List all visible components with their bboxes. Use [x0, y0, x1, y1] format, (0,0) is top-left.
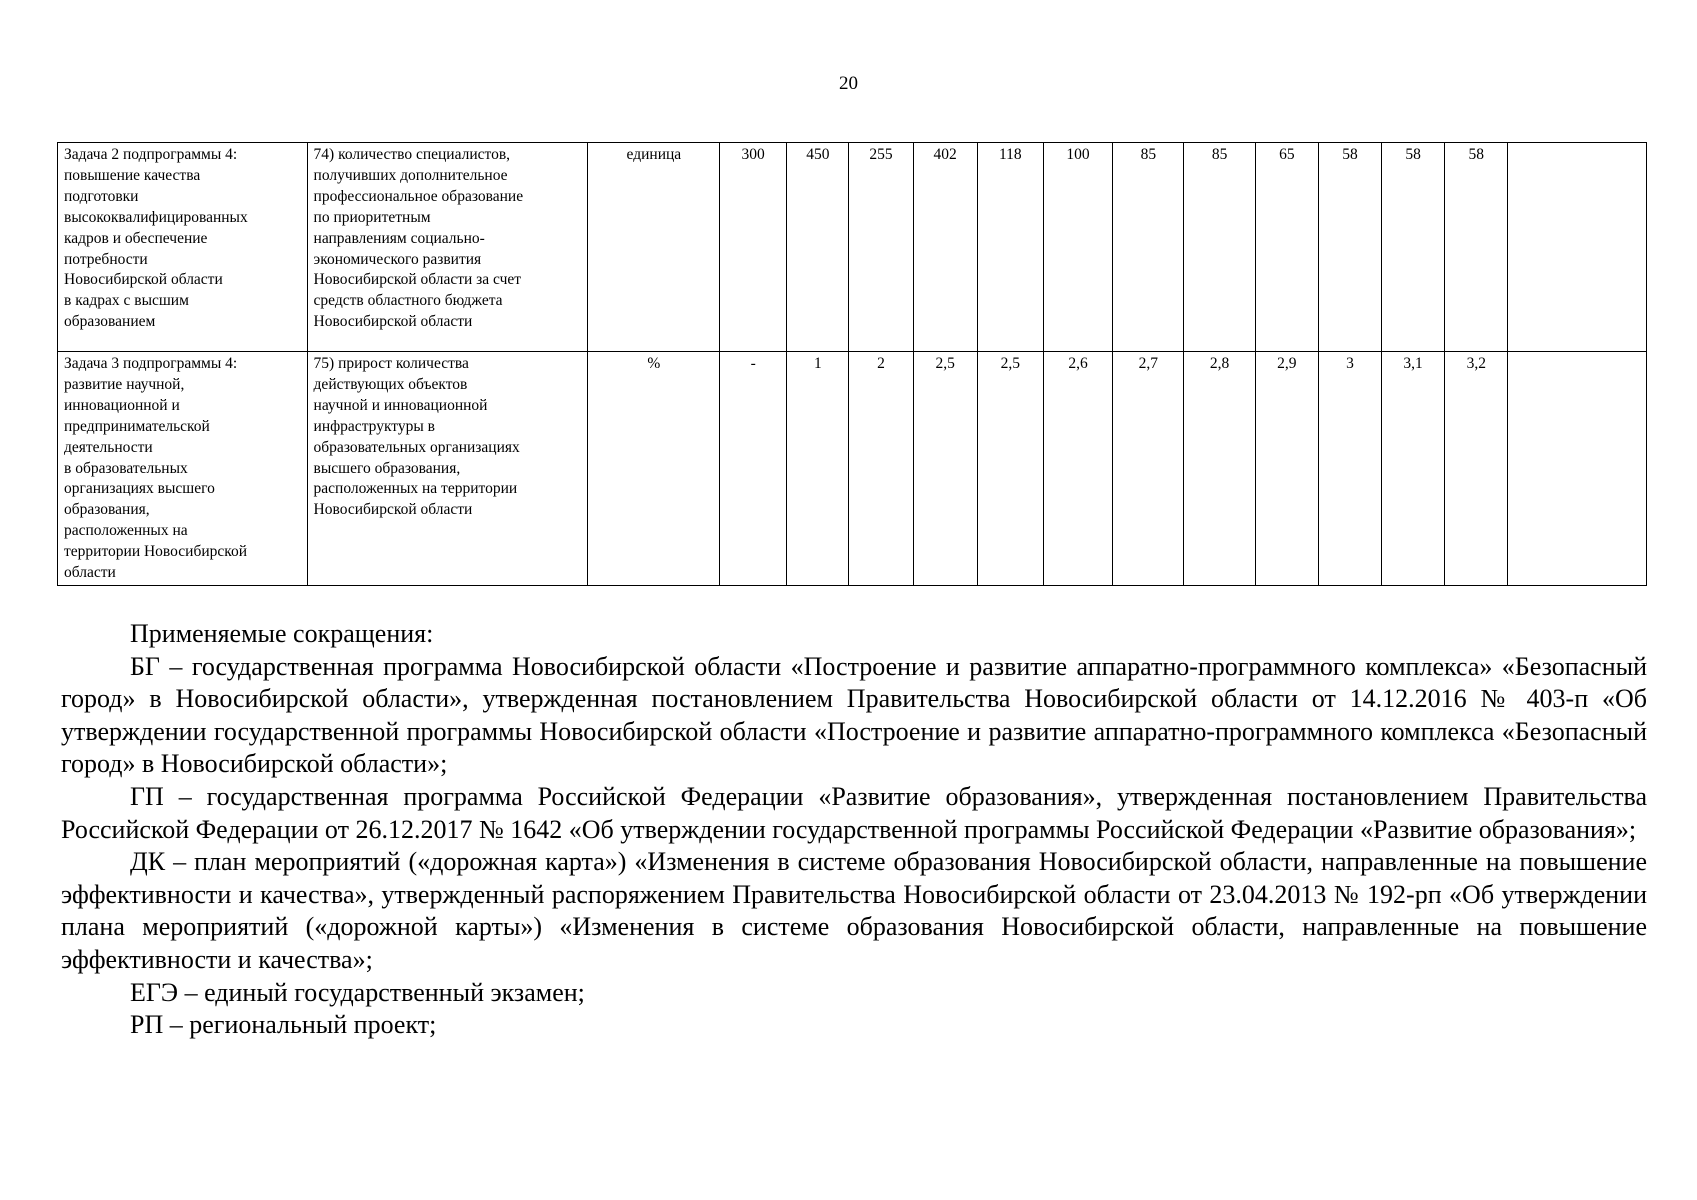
task-cell-line: развитие научной,: [64, 375, 185, 393]
value-cell: 2,7: [1113, 352, 1184, 586]
unit-cell: %: [587, 352, 719, 586]
task-cell-line: предпринимательской: [64, 417, 210, 435]
indicator-cell-line: профессиональное образование: [313, 187, 524, 205]
abbreviation-bg: БГ – государственная программа Новосибирской области «Построение и развитие аппаратно-программного комплекса» «Безопасный город» в Новосибирской области», утвержденная постановлением Правительства Новосибирской области от 14.12.2016 № 403-п «Об утверждении государственной программы Новосибирской области «Построение и развитие аппаратно-программного комплекса «Безопасный город» в Новосибирской области»;: [61, 651, 1647, 779]
note-cell: [1508, 352, 1647, 586]
task-cell-line: в кадрах с высшим: [64, 292, 189, 310]
value-cell: 2,9: [1255, 352, 1318, 586]
value-cell: 58: [1445, 143, 1508, 352]
unit-cell: единица: [587, 143, 719, 352]
task-cell-line: повышение качества: [64, 166, 201, 184]
indicator-cell-line: образовательных организациях: [313, 438, 520, 456]
indicator-cell-line: направлениям социально-: [313, 229, 485, 247]
indicator-cell-line: по приоритетным: [313, 208, 431, 226]
value-cell: 58: [1382, 143, 1445, 352]
value-cell: 85: [1184, 143, 1255, 352]
value-cell: 2,5: [977, 352, 1043, 586]
abbreviation-gp: ГП – государственная программа Российской Федерации «Развитие образования», утвержденная постановлением Правительства Российской Федерации от 26.12.2017 № 1642 «Об утверждении государственной программы Российской Федерации «Развитие образования»;: [61, 781, 1647, 844]
indicator-cell-line: научной и инновационной: [313, 396, 488, 414]
abbreviations-heading: Применяемые сокращения:: [130, 619, 434, 648]
value-cell: 3: [1318, 352, 1381, 586]
value-cell: 1: [787, 352, 849, 586]
table-row: [58, 352, 1647, 586]
abbreviations-section: [61, 618, 1647, 1042]
indicator-cell-line: Новосибирской области: [313, 501, 473, 519]
abbreviation-dk: ДК – план мероприятий («дорожная карта») «Изменения в системе образования Новосибирской области, направленные на повышение эффективности и качества», утвержденный распоряжением Правительства Новосибирской области от 23.04.2013 № 192-рп «Об утверждении плана мероприятий («дорожной карты») «Изменения в системе образования Новосибирской области, направленные на повышение эффективности и качества»;: [61, 847, 1647, 974]
task-cell-line: Новосибирской области: [64, 271, 223, 289]
task-cell-line: расположенных на: [64, 522, 188, 540]
indicators-table: [57, 142, 1647, 586]
indicator-cell-line: Новосибирской области: [313, 313, 473, 331]
indicator-cell-line: средств областного бюджета: [313, 292, 503, 310]
value-cell: 85: [1113, 143, 1184, 352]
value-cell: 65: [1255, 143, 1318, 352]
value-cell: 2,8: [1184, 352, 1255, 586]
value-cell: 3,2: [1445, 352, 1508, 586]
indicator-cell: [307, 143, 587, 352]
indicator-cell: [307, 352, 587, 586]
value-cell: 2,5: [913, 352, 977, 586]
indicator-cell-line: получивших дополнительное: [313, 166, 508, 184]
value-cell: 2,6: [1043, 352, 1112, 586]
table-row: [58, 143, 1647, 352]
abbreviation-ege: ЕГЭ – единый государственный экзамен;: [130, 977, 585, 1007]
task-cell: [58, 143, 308, 352]
value-cell: 58: [1318, 143, 1381, 352]
indicator-cell-line: Новосибирской области за счет: [313, 271, 522, 289]
value-cell: 255: [849, 143, 913, 352]
indicator-cell-line: высшего образования,: [313, 459, 461, 477]
value-cell: -: [720, 352, 787, 586]
task-cell-line: Задача 2 подпрограммы 4:: [64, 146, 238, 163]
task-cell-line: организациях высшего: [64, 480, 215, 498]
task-cell-line: подготовки: [64, 187, 139, 205]
value-cell: 118: [977, 143, 1043, 352]
abbreviation-rp: РП – региональный проект;: [130, 1010, 437, 1040]
task-cell-line: в образовательных: [64, 459, 188, 477]
indicator-cell-line: инфраструктуры в: [313, 417, 435, 435]
note-cell: [1508, 143, 1647, 352]
page-number: 20: [839, 73, 858, 94]
task-cell-line: области: [64, 564, 116, 582]
task-cell-line: потребности: [64, 250, 148, 268]
task-cell-line: территории Новосибирской: [64, 543, 248, 561]
task-cell-line: образованием: [64, 313, 156, 331]
indicator-cell-line: 75) прирост количества: [313, 355, 469, 372]
value-cell: 300: [720, 143, 787, 352]
value-cell: 100: [1043, 143, 1112, 352]
indicator-cell-line: расположенных на территории: [313, 480, 518, 498]
task-cell-line: кадров и обеспечение: [64, 229, 208, 247]
indicator-cell-line: 74) количество специалистов,: [313, 146, 511, 163]
task-cell-line: образования,: [64, 501, 150, 519]
task-cell-line: инновационной и: [64, 396, 180, 414]
value-cell: 402: [913, 143, 977, 352]
task-cell-line: Задача 3 подпрограммы 4:: [64, 355, 238, 372]
task-cell-line: высококвалифицированных: [64, 208, 248, 226]
value-cell: 450: [787, 143, 849, 352]
task-cell: [58, 352, 308, 586]
value-cell: 2: [849, 352, 913, 586]
indicator-cell-line: действующих объектов: [313, 375, 468, 393]
task-cell-line: деятельности: [64, 438, 153, 456]
indicator-cell-line: экономического развития: [313, 250, 482, 268]
value-cell: 3,1: [1382, 352, 1445, 586]
